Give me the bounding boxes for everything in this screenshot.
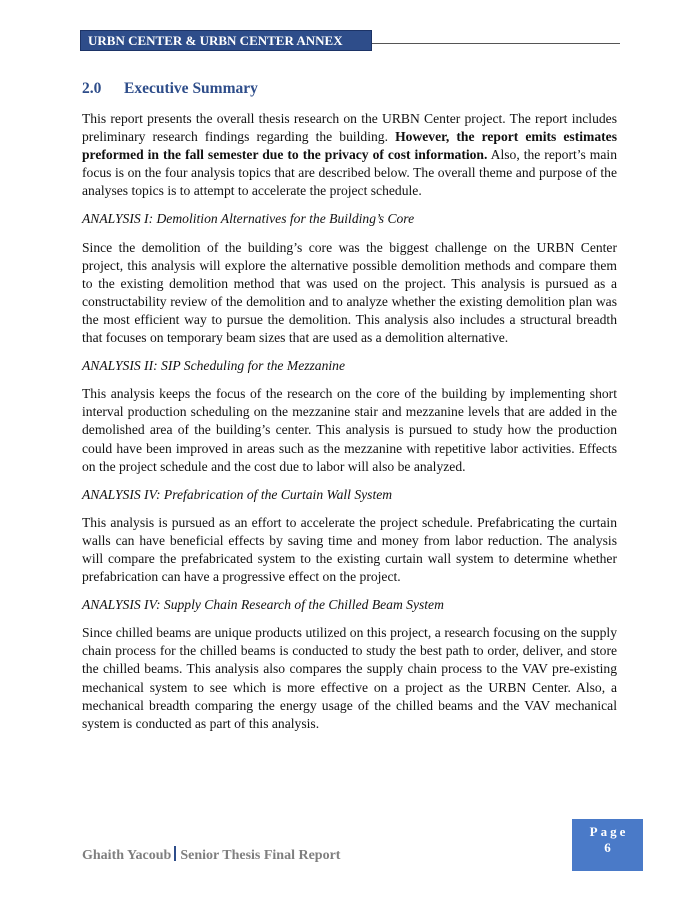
intro-text-end: Also, the report’s main focus is on the four analysis topics that are described below. The overall theme and purpose of the analyses topics is to attempt to accelerate the project schedule. xyxy=(82,147,617,199)
section-title: Executive Summary xyxy=(124,80,258,97)
footer-author-line xyxy=(82,846,340,864)
analysis-3-title: ANALYSIS IV: Prefabrication of the Curtain Wall System xyxy=(82,486,393,502)
page-number-box xyxy=(572,819,643,871)
section-number: 2.0 xyxy=(82,80,102,97)
analysis-1-title: ANALYSIS I: Demolition Alternatives for the Building’s Core xyxy=(82,211,415,227)
intro-text-start: This report presents the overall thesis research on the URBN Center project. The report includes preliminary research findings regarding the building. xyxy=(82,111,617,145)
analysis-2-title: ANALYSIS II: SIP Scheduling for the Mezzanine xyxy=(82,358,346,374)
intro-bold-text: However, the report emits estimates preformed in the fall semester due to the privacy of cost information. xyxy=(82,129,617,163)
document-header-title: URBN CENTER & URBN CENTER ANNEX xyxy=(80,30,372,51)
footer-author: Ghaith Yacoub xyxy=(82,848,172,863)
analysis-2-body: This analysis keeps the focus of the research on the core of the building by implementing short interval production scheduling on the mezzanine stair and mezzanine levels that are added in the demolished area of the building’s center. This analysis is pursued to study how the production could have been improved in areas such as the mezzanine with repetitive labor activities. Effects on the project schedule and the cost due to labor will also be analyzed. xyxy=(82,386,617,474)
analysis-4-body: Since chilled beams are unique products utilized on this project, a research focusing on the supply chain process for the chilled beams is conducted to study the best path to order, deliver, and store the chilled beams. This analysis also compares the supply chain process to the VAV pre-existing mechanical system to see which is more effective on a project as the URBN Center. Also, a mechanical breadth comparing the energy usage of the chilled beams and the VAV mechanical system is conducted as part of this analysis. xyxy=(82,625,617,731)
section-heading xyxy=(82,80,258,98)
analysis-1-body: Since the demolition of the building’s core was the biggest challenge on the URBN Center project, this analysis will explore the alternative possible demolition methods and compare them to the existing demolition method that was used on the project. This analysis is pursued as a constructability review of the demolition and to analyze whether the existing demolition plan was the most efficient way to pursue the demolition. This analysis also includes a structural breadth that focuses on temporary beam sizes that are used as a demolition alternative. xyxy=(82,239,617,346)
page-label: Page xyxy=(589,824,629,839)
footer-separator xyxy=(174,846,176,861)
header-rule xyxy=(372,43,620,44)
page-number: 6 xyxy=(604,840,611,855)
analysis-4-title: ANALYSIS IV: Supply Chain Research of the Chilled Beam System xyxy=(82,597,444,613)
intro-paragraph xyxy=(82,110,617,200)
analysis-3-body: This analysis is pursued as an effort to accelerate the project schedule. Prefabricating the curtain walls can have beneficial effects by saving time and money from labor reduction. The analysis will compare the prefabricated system to the existing curtain wall system to determine whether prefabrication can have a progressive effect on the project. xyxy=(82,514,617,585)
footer-report-title: Senior Thesis Final Report xyxy=(180,848,341,863)
document-body xyxy=(82,110,617,743)
